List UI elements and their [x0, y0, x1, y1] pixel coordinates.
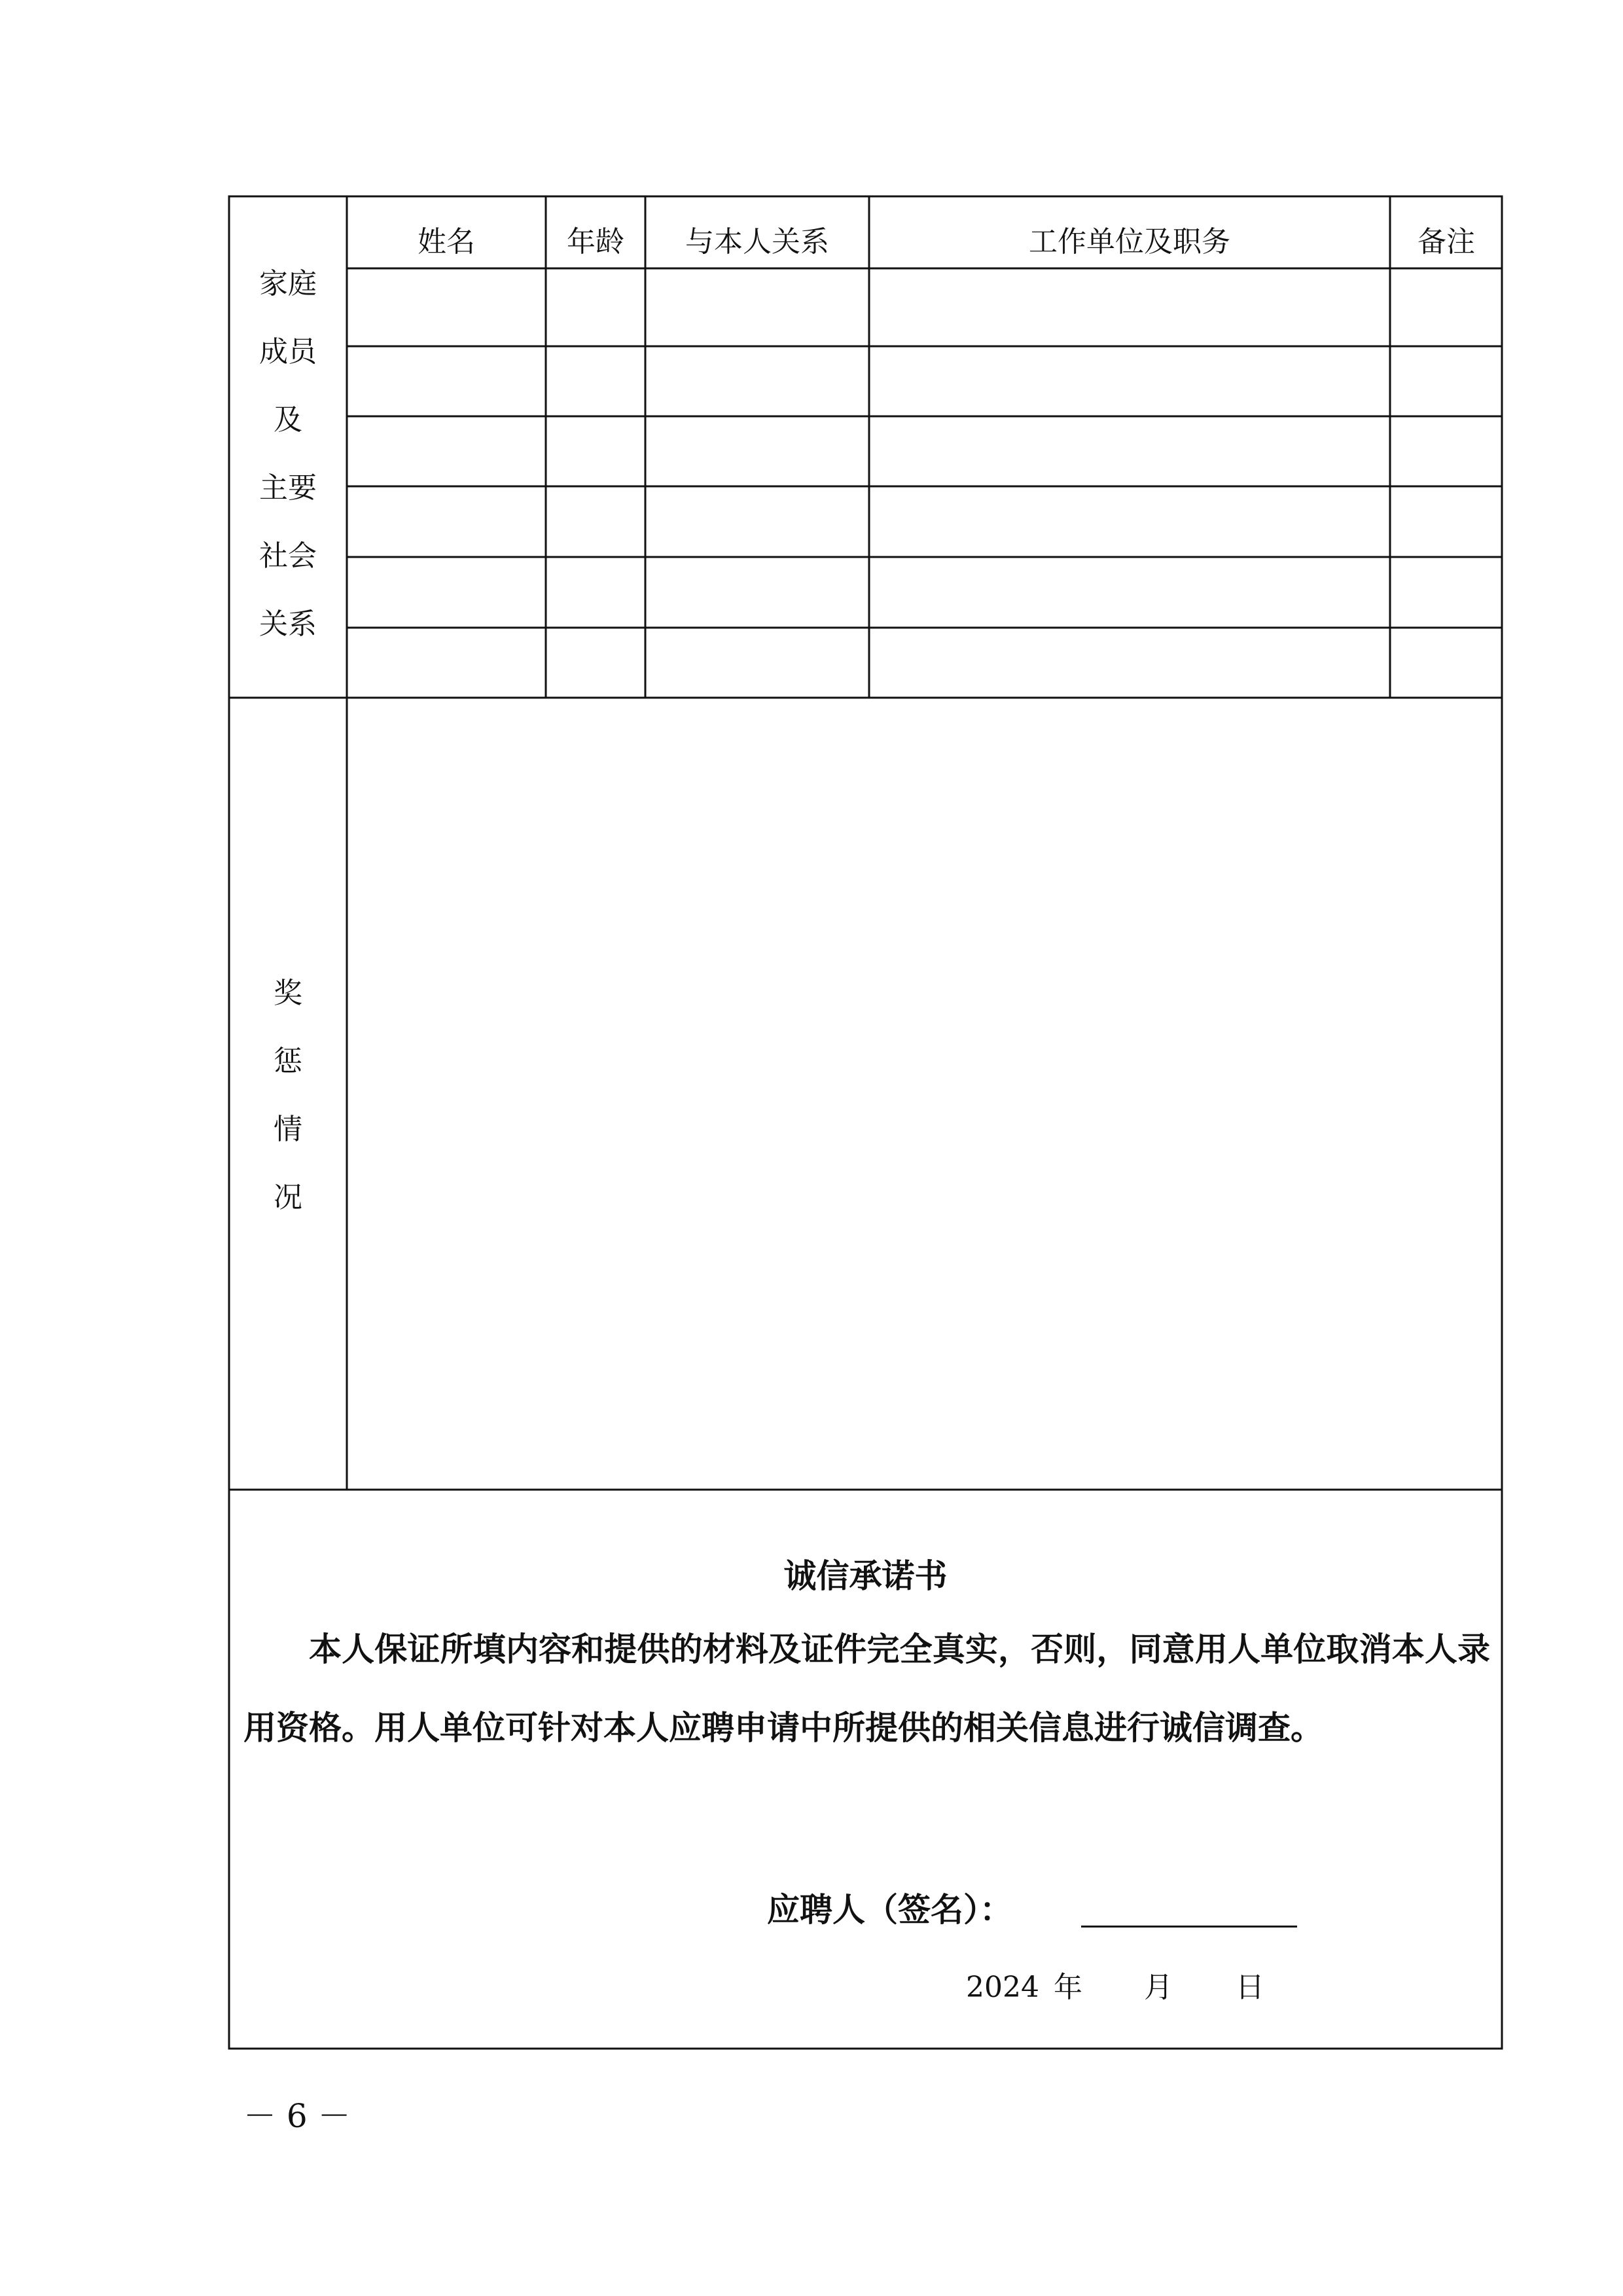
awards-section-label: [232, 960, 344, 1232]
family-label-line: 社会: [259, 539, 317, 573]
awards-label-line: 奖: [274, 977, 302, 1010]
signature-label: 应聘人（签名）：: [767, 1890, 1012, 1929]
family-label-line: 及: [274, 403, 302, 437]
date-month-unit: 月: [1143, 1971, 1173, 2004]
column-header-workplace: 工作单位及职务: [1029, 225, 1230, 259]
date-year-unit: 年: [1053, 1971, 1082, 2004]
pledge-body: 本人保证所填内容和提供的材料及证件完全真实，否则，同意用人单位取消本人录用资格。用人单位可针对本人应聘申请中所提供的相关信息进行诚信调查。: [243, 1630, 1490, 1747]
date-year: 2024: [966, 1971, 1039, 2004]
signature-underline: [1081, 1926, 1297, 1928]
column-header-age: 年龄: [567, 225, 624, 259]
awards-content-area[interactable]: [353, 704, 1495, 1483]
awards-label-line: 情: [274, 1113, 302, 1146]
awards-label-line: 况: [274, 1181, 302, 1214]
family-label-line: 主要: [259, 471, 317, 505]
column-header-relation: 与本人关系: [685, 225, 829, 259]
family-label-line: 家庭: [259, 267, 317, 300]
column-header-name: 姓名: [418, 225, 475, 259]
pledge-title: 诚信承诺书: [783, 1556, 948, 1595]
date-day-unit: 日: [1235, 1971, 1264, 2004]
family-label-line: 关系: [259, 607, 317, 641]
signature-date: [966, 1964, 1264, 2005]
signature-field[interactable]: [1081, 1885, 1297, 1924]
family-label-line: 成员: [259, 335, 317, 368]
awards-label-line: 惩: [274, 1045, 302, 1078]
family-section-label: [232, 250, 344, 658]
page-number: － 6 －: [243, 2097, 351, 2135]
column-header-remarks: 备注: [1418, 225, 1475, 259]
